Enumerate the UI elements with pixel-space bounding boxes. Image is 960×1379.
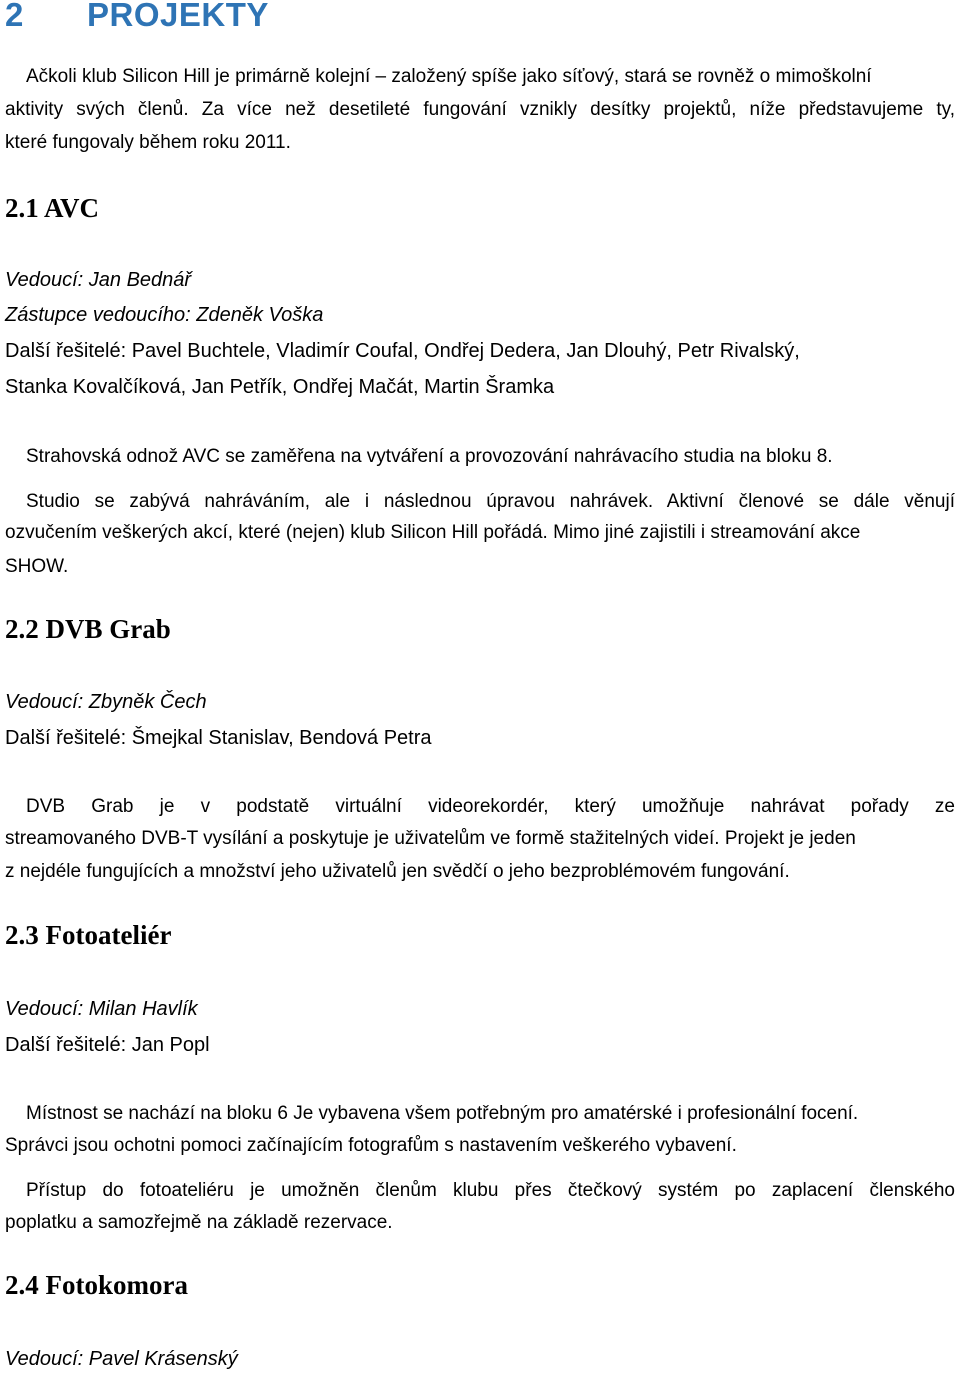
section-heading-avc: 2.1 AVC (5, 193, 100, 223)
dvb-paragraph-line-3: z nejdéle fungujících a množství jeho uživatelů jen svědčí o jeho bezproblémovém fungování. (5, 861, 790, 882)
chapter-heading (5, 0, 269, 34)
foto-paragraph-2-line-2: poplatku a samozřejmě na základě rezervace. (5, 1212, 393, 1233)
fotokomora-leader: Vedoucí: Pavel Krásenský (5, 1348, 238, 1370)
foto-paragraph-1-line-1: Místnost se nachází na bloku 6 Je vybavena všem potřebným pro amatérské i profesionální focení. (26, 1103, 859, 1124)
avc-leader: Vedoucí: Jan Bednář (5, 269, 192, 291)
dvb-paragraph-line-1: DVB Grab je v podstatě virtuální videorekordér, který umožňuje nahrávat pořady ze (26, 796, 955, 817)
foto-leader: Vedoucí: Milan Havlík (5, 998, 198, 1020)
section-heading-dvb: 2.2 DVB Grab (5, 614, 171, 644)
chapter-number: 2 (5, 0, 24, 33)
section-heading-foto: 2.3 Fotoateliér (5, 920, 172, 950)
avc-paragraph-2-line-2: ozvučením veškerých akcí, které (nejen) klub Silicon Hill pořádá. Mimo jiné zajistili i streamování akce (5, 522, 861, 543)
avc-deputy: Zástupce vedoucího: Zdeněk Voška (5, 304, 324, 326)
avc-team-line-2: Stanka Kovalčíková, Jan Petřík, Ondřej Mačát, Martin Šramka (5, 376, 555, 398)
intro-line-3: které fungovaly během roku 2011. (5, 132, 291, 153)
intro-line-1: Ačkoli klub Silicon Hill je primárně kolejní – založený spíše jako síťový, stará se rovněž o mimoškolní (26, 66, 872, 87)
avc-team-line-1: Další řešitelé: Pavel Buchtele, Vladimír Coufal, Ondřej Dedera, Jan Dlouhý, Petr Rivalský, (5, 340, 800, 362)
foto-paragraph-2-line-1: Přístup do fotoateliéru je umožněn členům klubu přes čtečkový systém po zaplacení členského (26, 1180, 955, 1201)
dvb-leader: Vedoucí: Zbyněk Čech (5, 691, 207, 713)
chapter-title: PROJEKTY (87, 0, 269, 33)
foto-team: Další řešitelé: Jan Popl (5, 1034, 210, 1056)
intro-line-2: aktivity svých členů. Za více než desetileté fungování vznikly desítky projektů, níže představujeme ty, (5, 99, 955, 120)
avc-paragraph-2-line-1: Studio se zabývá nahráváním, ale i následnou úpravou nahrávek. Aktivní členové se dále věnují (26, 491, 955, 512)
dvb-paragraph-line-2: streamovaného DVB-T vysílání a poskytuje je uživatelům ve formě stažitelných videí. Projekt je jeden (5, 828, 856, 849)
avc-paragraph-1: Strahovská odnož AVC se zaměřena na vytváření a provozování nahrávacího studia na bloku 8. (26, 446, 833, 467)
foto-paragraph-1-line-2: Správci jsou ochotni pomoci začínajícím fotografům s nastavením veškerého vybavení. (5, 1135, 737, 1156)
dvb-team: Další řešitelé: Šmejkal Stanislav, Bendová Petra (5, 727, 432, 749)
avc-paragraph-2-line-3: SHOW. (5, 556, 69, 577)
section-heading-fotokomora: 2.4 Fotokomora (5, 1270, 188, 1300)
